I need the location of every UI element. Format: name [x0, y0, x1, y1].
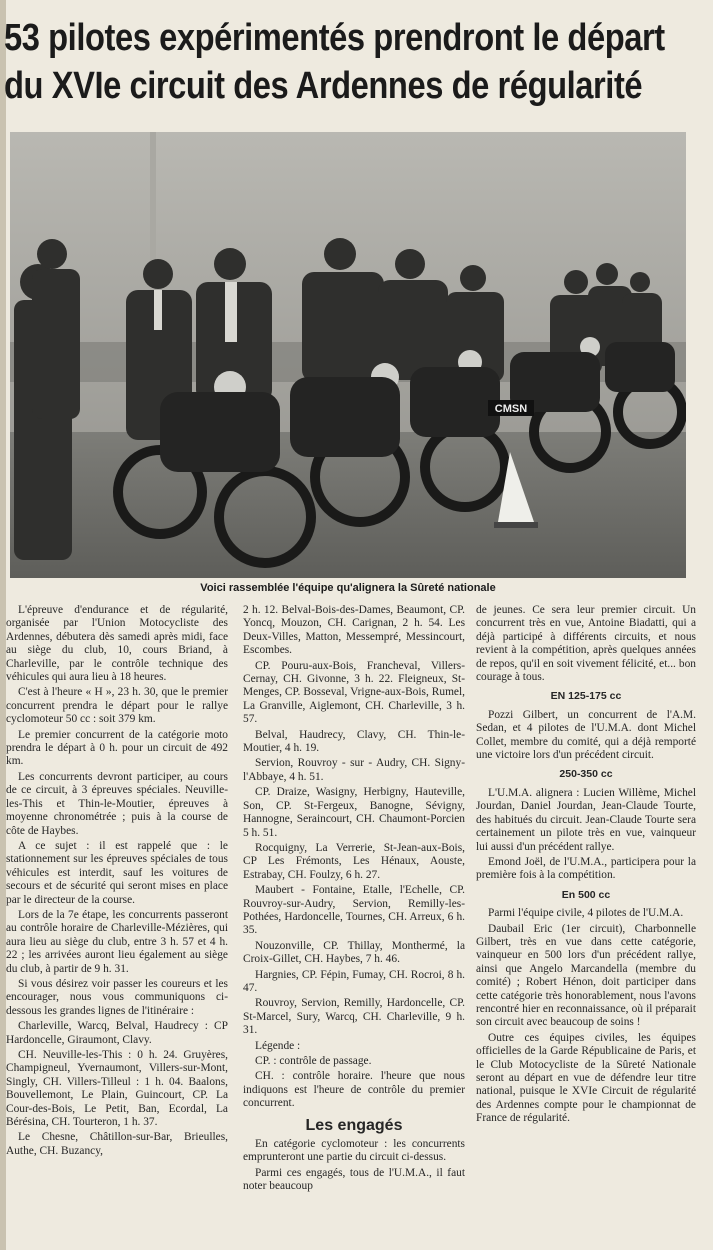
col3-para: Pozzi Gilbert, un concurrent de l'A.M. Sedan, et 4 pilotes de l'U.M.A. dont Michel Collet, membre du comité, qui a déjà remporté une victoire lors d'un précédent circuit.	[476, 708, 696, 762]
col2-para: Rocquigny, La Verrerie, St-Jean-aux-Bois, CP Les Frémonts, Les Hénaux, Aouste, Estrabay, CH. Foulzy, 6 h. 27.	[243, 841, 465, 881]
col1-para: L'épreuve d'endurance et de régularité, organisée par l'Union Motocycliste des Ardennes, débutera dès samedi après midi, face au siège du club, 10, cours Briand, à Charleville, par le contrôle technique des véhicules qui aura lieu à 18 heures.	[6, 604, 228, 684]
col2-para: Nouzonville, CP. Thillay, Monthermé, la Croix-Gillet, CH. Haybes, 7 h. 46.	[243, 939, 465, 966]
col1-para: Le premier concurrent de la catégorie moto prendra le départ à 0 h. pour un circuit de 492 km.	[6, 728, 228, 768]
col2-para: CP. Pouru-aux-Bois, Francheval, Villers-Cernay, CH. Givonne, 3 h. 22. Fleigneux, St-Menges, CP. Bosseval, Vrigne-aux-Bois, Rumel, La Granville, Aiglemont, CH. Charleville, 3 h. 57.	[243, 659, 465, 726]
col3-para: Daubail Eric (1er circuit), Charbonnelle Gilbert, très en vue dans cette catégorie, vainqueur en 500 lors d'un précédent rallye, ainsi que Angelo Marcandella (membre du comité) ; Robert Hénon, doit participer dans cette catégorie très honorablement, nous l'avons rencontré hier en reconnaissance, où il préparait son circuit avec beaucoup de soins !	[476, 922, 696, 1029]
col2-para: Servion, Rouvroy - sur - Audry, CH. Signy-l'Abbaye, 4 h. 51.	[243, 757, 465, 783]
col2-para: Belval, Haudrecy, Clavy, CH. Thin-le-Moutier, 4 h. 19.	[243, 728, 465, 755]
plate-text: CMSN	[494, 403, 528, 415]
col2-para: Maubert - Fontaine, Etalle, l'Echelle, CP. Rouvroy-sur-Audry, Servion, Remilly-les-Pothées, Hardoncelle, Tournes, CH. Arreux, 6 h. 35.	[243, 884, 465, 937]
headline-line-1: 53 pilotes expérimentés prendront le départ	[4, 17, 665, 59]
col2-para: Rouvroy, Servion, Remilly, Hardoncelle, CP. St-Marcel, Sury, Warcq, CH. Charleville, 9 h. 31.	[243, 997, 465, 1037]
col1-para: C'est à l'heure « H », 23 h. 30, que le premier concurrent prendra le départ pour le rallye cyclomoteur 50 cc : soit 379 km.	[6, 686, 228, 726]
article-column-3	[476, 604, 696, 1128]
article-column-2	[243, 604, 465, 1196]
col2-para: CH. : contrôle horaire. l'heure que nous indiquons est l'heure de contrôle du premier concurrent.	[243, 1070, 465, 1110]
col3-para: de jeunes. Ce sera leur premier circuit. Un concurrent très en vue, Antoine Biadatti, qui a déjà participé à différents circuits, et nous revient à la compétition, après quelques années de repos, qu'il en soit vivement félicité, et... bon courage à tous.	[476, 604, 696, 684]
headline-line-2: du XVIe circuit des Ardennes de régularité	[4, 65, 643, 107]
section-heading-125: EN 125-175 cc	[550, 690, 622, 703]
team-photo	[10, 132, 686, 578]
col2-para: Légende :	[255, 1039, 301, 1052]
col3-para: Emond Joël, de l'U.M.A., participera pour la première fois à la compétition.	[476, 855, 696, 882]
col2-para: CP. : contrôle de passage.	[255, 1055, 372, 1067]
col1-para: Charleville, Warcq, Belval, Haudrecy : CP Hardoncelle, Giraumont, Clavy.	[6, 1020, 228, 1046]
col3-para: Outre ces équipes civiles, les équipes officielles de la Garde Républicaine de Paris, et le Club Motocycliste de la Sûreté Nationale seront au départ en vue de défendre leur titre national, puisque le XVIe Circuit de régularité des Ardennes compte pour le championnat de France de régularité.	[476, 1031, 696, 1125]
col1-para: Les concurrents devront participer, au cours de ce circuit, à 3 épreuves spéciales. Neuville-les-This et Thin-le-Moutier, épreuves à moyenne chronométrée ; puis à la course de côte de Haybes.	[6, 770, 228, 837]
col2-para: Parmi ces engagés, tous de l'U.M.A., il faut noter beaucoup	[243, 1166, 465, 1193]
section-heading-250: 250-350 cc	[559, 768, 613, 781]
col1-para: Le Chesne, Châtillon-sur-Bar, Brieulles, Authe, CH. Buzancy,	[6, 1131, 228, 1157]
col1-para: Lors de la 7e étape, les concurrents passeront au contrôle horaire de Charleville-Mézières, qui aura lieu au siège du club, entre 3 h. 57 et 4 h. 22 ; les arrivées auront lieu également au siège du club, à partir de 9 h. 31.	[6, 908, 228, 975]
col2-para: Hargnies, CP. Fépin, Fumay, CH. Rocroi, 8 h. 47.	[243, 968, 465, 994]
col1-para: CH. Neuville-les-This : 0 h. 24. Gruyères, Champigneul, Yvernaumont, Villers-sur-Mont, Singly, CH. Villers-Tilleul : 1 h. 04. Baalons, Bouvellemont, Le Plain, Guincourt, CP. La Cour-des-Bois, Le Petit, Ban, Ecordal, La Bérésina, CH. Tourteron, 1 h. 37.	[6, 1049, 228, 1129]
section-heading-engages: Les engagés	[305, 1116, 403, 1134]
col1-para: A ce sujet : il est rappelé que : le stationnement sur les épreuves spéciales de tous véhicules est interdit, sauf les voitures de secours et de sécurité qui seront mises en place par le directeur de la course.	[6, 839, 228, 906]
col2-para: En catégorie cyclomoteur : les concurrents emprunteront une partie du circuit ci-dessus.	[243, 1138, 465, 1164]
col2-para: CP. Draize, Wasigny, Herbigny, Hauteville, Son, CP. St-Fergeux, Banogne, Sévigny, Hannogne, Seraincourt, CH. Chaumont-Porcien 5 h. 51.	[243, 786, 465, 839]
article-column-1	[6, 604, 228, 1160]
team-photo-image	[10, 132, 686, 578]
headline	[4, 14, 665, 110]
section-heading-500: En 500 cc	[561, 888, 611, 901]
photo-caption: Voici rassemblée l'équipe qu'alignera la Sûreté nationale	[200, 582, 496, 594]
col3-para: L'U.M.A. alignera : Lucien Willème, Michel Jourdan, Daniel Jourdan, Jean-Claude Tourte, des habitués du circuit. Jean-Claude Tourte sera certainement un pilote très en vue, vainqueur lui aussi d'un précédent rallye.	[476, 786, 696, 853]
col2-para: 2 h. 12. Belval-Bois-des-Dames, Beaumont, CP. Yoncq, Mouzon, CH. Carignan, 2 h. 54. Les Deux-Villes, Matton, Messempré, Messincourt, Escombes.	[243, 604, 465, 657]
col1-para: Si vous désirez voir passer les coureurs et les encourager, nous vous communiquons ci-dessous les grandes lignes de l'itinéraire :	[6, 977, 228, 1017]
col3-para: Parmi l'équipe civile, 4 pilotes de l'U.M.A.	[488, 907, 684, 920]
